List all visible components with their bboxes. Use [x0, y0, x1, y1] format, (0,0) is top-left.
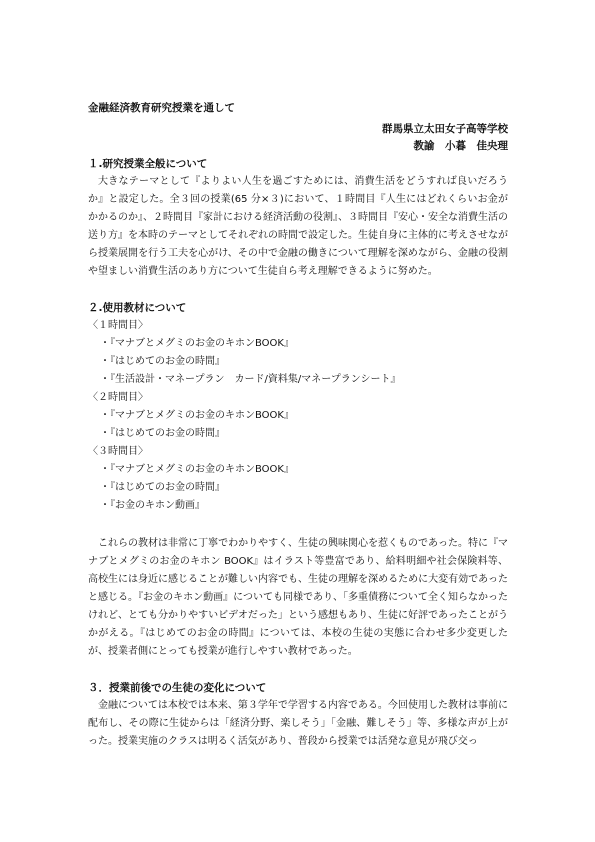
document-title: 金融経済教育研究授業を通して	[88, 102, 235, 114]
period-1-label: 〈１時間目〉	[88, 320, 148, 331]
section-1-heading: １.研究授業全般について	[88, 158, 208, 170]
author-name: 教諭 小暮 佳央理	[413, 140, 508, 152]
school-name: 群馬県立太田女子高等学校	[382, 123, 508, 135]
material-item: ・『マナブとメグミのお金のキホンBOOK』	[100, 464, 294, 475]
section-2-body: これらの教材は非常に丁寧でわかりやすく、生徒の興味関心を惹くものであった。特に『マナブとメグミのお金のキホン BOOK』はイラスト等豊富であり、給料明細や社会保険料等、高校生には身近に感じることが難しい内容でも、生徒の理解を深めるために大変有効であったと感じる。『お金のキホン動画』についても同様であり、「多重債務について全く知らなかったけれど、とても分かりやすいビデオだった」という感想もあり、生徒に好評であったことがうかがえる。『はじめてのお金の時間』については、本校の生徒の実態に合わせ多少変更したが、授業者側にとっても授業が進行しやすい教材であった。	[88, 538, 508, 657]
document-page	[88, 100, 508, 751]
material-item: ・『マナブとメグミのお金のキホンBOOK』	[100, 338, 294, 349]
section-1-body: 大きなテーマとして『よりよい人生を過ごすためには、消費生活をどうすれば良いだろうか』と設定した。全３回の授業(65 分×３)において、１時間目『人生にはどれくらいお金がかかるのか』、２時間目『家計における経済活動の役割』、３時間目『安心・安全な消費生活の送り方』を本時のテーマとしてそれぞれの時間で設定した。生徒自身に主体的に考えさせながら授業展開を行う工夫を心がけ、その中で金融の働きについて理解を深めながら、金融の役割や望ましい消費生活のあり方について生徒自ら考え理解できるように努めた。	[88, 176, 508, 277]
material-item: ・『マナブとメグミのお金のキホンBOOK』	[100, 410, 294, 421]
materials-list	[88, 317, 508, 515]
material-item: ・『はじめてのお金の時間』	[100, 482, 225, 493]
material-item: ・『生活設計・マネープラン カード/資料集/マネープランシート』	[100, 374, 401, 385]
period-2-label: 〈２時間目〉	[88, 392, 148, 403]
material-item: ・『はじめてのお金の時間』	[100, 428, 225, 439]
material-item: ・『お金のキホン動画』	[100, 500, 205, 511]
section-3-body: 金融については本校では本来、第３学年で学習する内容である。今回使用した教材は事前に配布し、その際に生徒からは「経済分野、楽しそう」「金融、難しそう」等、多様な声が上がった。授業実施のクラスは明るく活気があり、普段から授業では活発な意見が飛び交っ	[88, 700, 508, 747]
material-item: ・『はじめてのお金の時間』	[100, 356, 225, 367]
section-3-heading: ３．授業前後での生徒の変化について	[88, 682, 267, 694]
period-3-label: 〈３時間目〉	[88, 446, 148, 457]
section-2-heading: ２.使用教材について	[88, 302, 187, 314]
